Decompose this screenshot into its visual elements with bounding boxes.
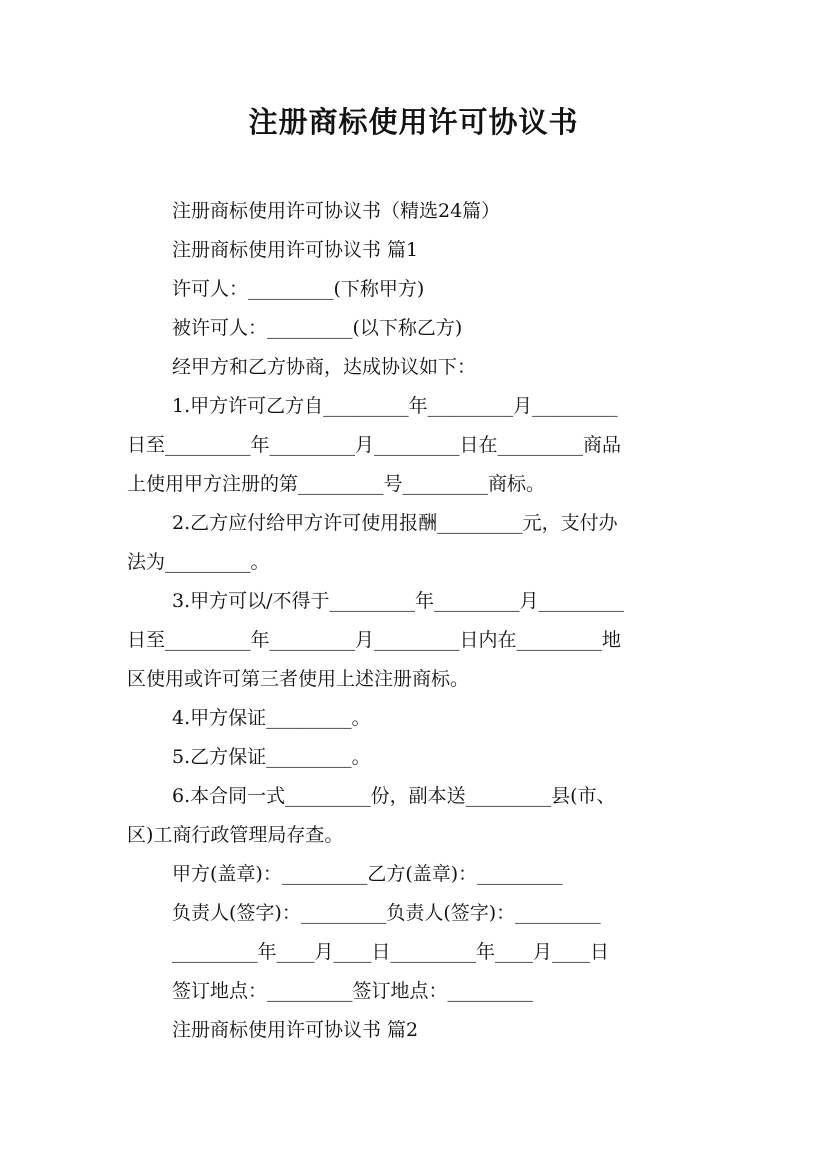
date-line: _________年____月____日_________年____月____日 [172, 941, 610, 963]
clause-3-line-2: 日至_________年_________月_________日内在_________地 [127, 629, 622, 651]
clause-3-line-3: 区使用或许可第三者使用上述注册商标。 [127, 668, 470, 690]
clause-5: 5.乙方保证_________。 [172, 746, 371, 768]
subtitle-line: 注册商标使用许可协议书（精选24篇） [172, 200, 501, 222]
seal-line: 甲方(盖章)：_________乙方(盖章)：_________ [172, 863, 563, 885]
clause-1-line-2: 日至_________年_________月_________日在_________商品 [127, 434, 622, 456]
clause-1-line-1: 1.甲方许可乙方自_________年_________月_________ [172, 395, 618, 417]
clause-1-line-3: 上使用甲方注册的第_________号_________商标。 [127, 473, 546, 495]
clause-6-line-1: 6.本合同一式_________份，副本送_________县(市、 [172, 785, 616, 807]
document-title: 注册商标使用许可协议书 [248, 105, 579, 139]
section-heading-1: 注册商标使用许可协议书 篇1 [172, 239, 419, 261]
clause-4: 4.甲方保证_________。 [172, 707, 371, 729]
agreement-intro: 经甲方和乙方协商，达成协议如下： [172, 356, 477, 378]
signing-place-line: 签订地点：_________签订地点：_________ [172, 980, 534, 1002]
licensor-line: 许可人：_________(下称甲方) [172, 278, 425, 300]
licensee-line: 被许可人：_________(以下称乙方) [172, 317, 463, 339]
signature-line: 负责人(签字)：_________负责人(签字)：_________ [172, 902, 601, 924]
section-heading-2: 注册商标使用许可协议书 篇2 [172, 1019, 419, 1041]
document-body [127, 192, 705, 1050]
clause-6-line-2: 区)工商行政管理局存查。 [127, 824, 344, 846]
clause-2-line-2: 法为_________。 [127, 551, 270, 573]
clause-3-line-1: 3.甲方可以/不得于_________年_________月_________ [172, 590, 625, 612]
clause-2-line-1: 2.乙方应付给甲方许可使用报酬_________元，支付办 [172, 512, 618, 534]
